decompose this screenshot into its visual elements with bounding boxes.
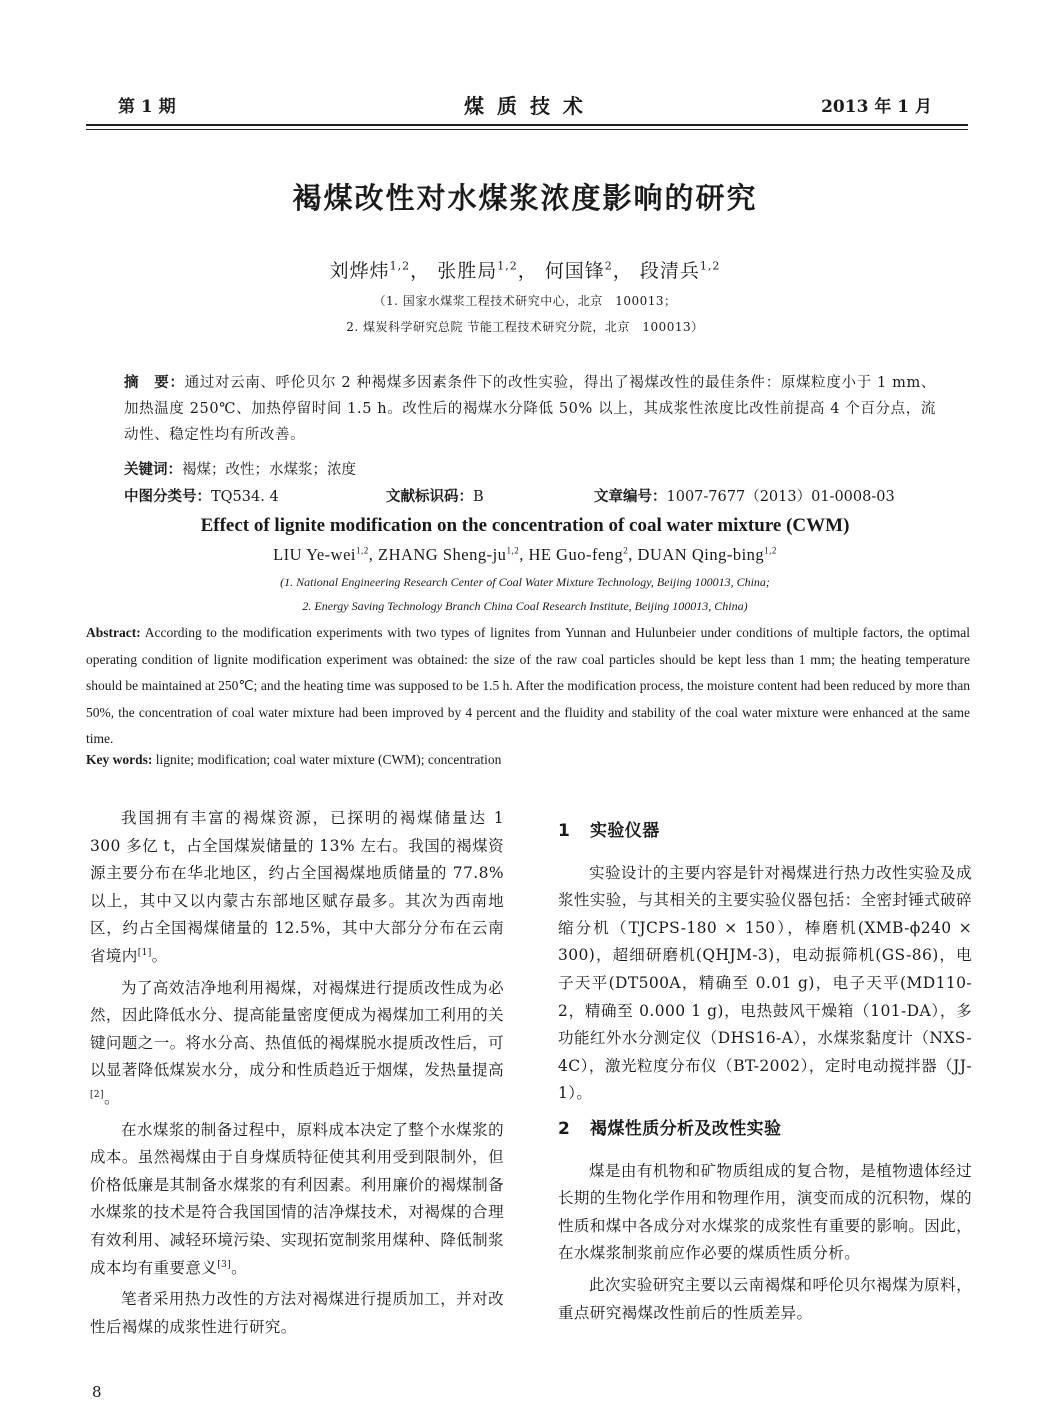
affiliation-1: （1. 国家水煤浆工程技术研究中心，北京 100013；	[373, 294, 677, 308]
paragraph: 笔者采用热力改性的方法对褐煤进行提质加工，并对改性后褐煤的成浆性进行研究。	[90, 1290, 504, 1336]
abstract-cn	[124, 370, 936, 448]
abstract-cn-label: 摘 要：	[124, 375, 185, 391]
paper-title: 褐煤改性对水煤浆浓度影响的研究	[292, 181, 758, 215]
header-date: 2013 年 1 月	[821, 97, 932, 117]
author: 何国锋$^2$，	[544, 259, 633, 282]
right-column	[558, 818, 972, 1331]
english-author-list	[0, 545, 1050, 565]
author: HE Guo-feng$^2$,	[528, 545, 638, 564]
author: 段清兵$^{1,2}$	[639, 259, 721, 282]
paragraph: 实验设计的主要内容是针对褐煤进行热力改性实验及成浆性实验，与其相关的主要实验仪器包括：全密封锤式破碎缩分机（TJCPS-180 × 150），棒磨机(XMB-ϕ240 × 300)，超细研磨机(QHJM-3)，电动振筛机(GS-86)，电子天平(DT500A，精确至 0.01 g)，电子天平(MD110-2，精确至 0.000 1 g)，电热鼓风干燥箱（101-DA），多功能红外水分测定仪（DHS16-A），水煤浆黏度计（NXS-4C），激光粒度分布仪（BT-2002），定时电动搅拌器（JJ-1）。	[558, 863, 972, 1103]
header-rule-thin	[86, 129, 968, 130]
english-title: Effect of lignite modification on the concentration of coal water mixture (CWM)	[200, 515, 850, 536]
paragraph: 为了高效洁净地利用褐煤，对褐煤进行提质改性成为必然，因此降低水分、提高能量密度便成为褐煤加工利用的关键问题之一。将水分高、热值低的褐煤脱水提质改性后，可以显著降低煤炭水分，成分和性质趋近于烟煤，发热量提高[2]。	[90, 978, 504, 1107]
english-affiliation-1: (1. National Engineering Research Center of Coal Water Mixture Technology, Beijing 100013, China;	[280, 575, 770, 589]
paragraph: 煤是由有机物和矿物质组成的复合物，是植物遗体经过长期的生物化学作用和物理作用，演变而成的沉积物，煤的性质和煤中各成分对水煤浆的成浆性有重要的影响。因此，在水煤浆制浆前应作必要的煤质性质分析。	[558, 1161, 972, 1263]
author: 张胜局$^{1,2}$，	[437, 259, 538, 282]
author-list	[0, 256, 1050, 283]
header-rule	[86, 124, 968, 126]
header-journal: 煤 质 技 术	[464, 94, 586, 118]
author: 刘烨炜$^{1,2}$，	[329, 259, 431, 282]
page-number: 8	[92, 1383, 102, 1401]
header-issue: 第 1 期	[118, 97, 176, 117]
keywords-en: Key words: lignite; modification; coal water mixture (CWM); concentration	[86, 752, 502, 767]
abstract-en	[86, 620, 970, 753]
document-code: 文献标识码：B	[386, 489, 484, 505]
abstract-en-label: Abstract:	[86, 625, 141, 640]
paragraph: 此次实验研究主要以云南褐煤和呼伦贝尔褐煤为原料，重点研究褐煤改性前后的性质差异。	[558, 1275, 972, 1322]
clc-number: 中图分类号：TQ534. 4	[124, 489, 279, 505]
author: ZHANG Sheng-ju$^{1,2}$,	[377, 545, 529, 564]
abstract-en-text: According to the modification experiments with two types of lignites from Yunnan and Hulunbeier under conditions of multiple factors, the optimal operating condition of lignite modification experiment was obtained: the size of the raw coal particles should be kept less than 1 mm; the heating temperature should be maintained at 250℃; and the heating time was supposed to be 1.5 h. After the modification process, the moisture content had been reduced by more than 50%, the concentration of coal water mixture had been improved by 4 percent and the fluidity and stability of the coal water mixture were enhanced at the same time.	[86, 625, 971, 746]
article-number: 文章编号：1007-7677（2013）01-0008-03	[594, 489, 895, 505]
keywords-cn: 关键词：褐煤；改性；水煤浆；浓度	[124, 462, 356, 478]
abstract-cn-text: 通过对云南、呼伦贝尔 2 种褐煤多因素条件下的改性实验，得出了褐煤改性的最佳条件：原煤粒度小于 1 mm、加热温度 250℃、加热停留时间 1.5 h。改性后的褐煤水分降低 50% 以上，其成浆性浓度比改性前提高 4 个百分点，流动性、稳定性均有所改善。	[124, 375, 936, 443]
author: LIU Ye-wei$^{1,2}$,	[273, 545, 378, 564]
paragraph: 我国拥有丰富的褐煤资源，已探明的褐煤储量达 1 300 多亿 t，占全国煤炭储量的 13% 左右。我国的褐煤资源主要分布在华北地区，约占全国褐煤地质储量的 77.8% 以上，其中又以内蒙古东部地区赋存最多。其次为西南地区，约占全国褐煤储量的 12.5%，其中大部分分布在云南省境内[1]。	[90, 809, 504, 965]
paragraph: 在水煤浆的制备过程中，原料成本决定了整个水煤浆的成本。虽然褐煤由于自身煤质特征使其利用受到限制外，但价格低廉是其制备水煤浆的有利因素。利用廉价的褐煤制备水煤浆的技术是符合我国国情的洁净煤技术，对褐煤的合理有效利用、减轻环境污染、实现拓宽制浆用煤种、降低制浆成本均有重要意义[3]。	[90, 1120, 504, 1277]
author: DUAN Qing-bing$^{1,2}$	[637, 545, 777, 564]
affiliation-2: 2. 煤炭科学研究总院 节能工程技术研究分院，北京 100013）	[346, 320, 704, 334]
section-heading-1: 1 实验仪器	[558, 821, 660, 841]
left-column	[90, 805, 504, 1345]
english-affiliation-2: 2. Energy Saving Technology Branch China Coal Research Institute, Beijing 100013, China)	[302, 599, 748, 613]
section-heading-2: 2 褐煤性质分析及改性实验	[558, 1118, 782, 1139]
